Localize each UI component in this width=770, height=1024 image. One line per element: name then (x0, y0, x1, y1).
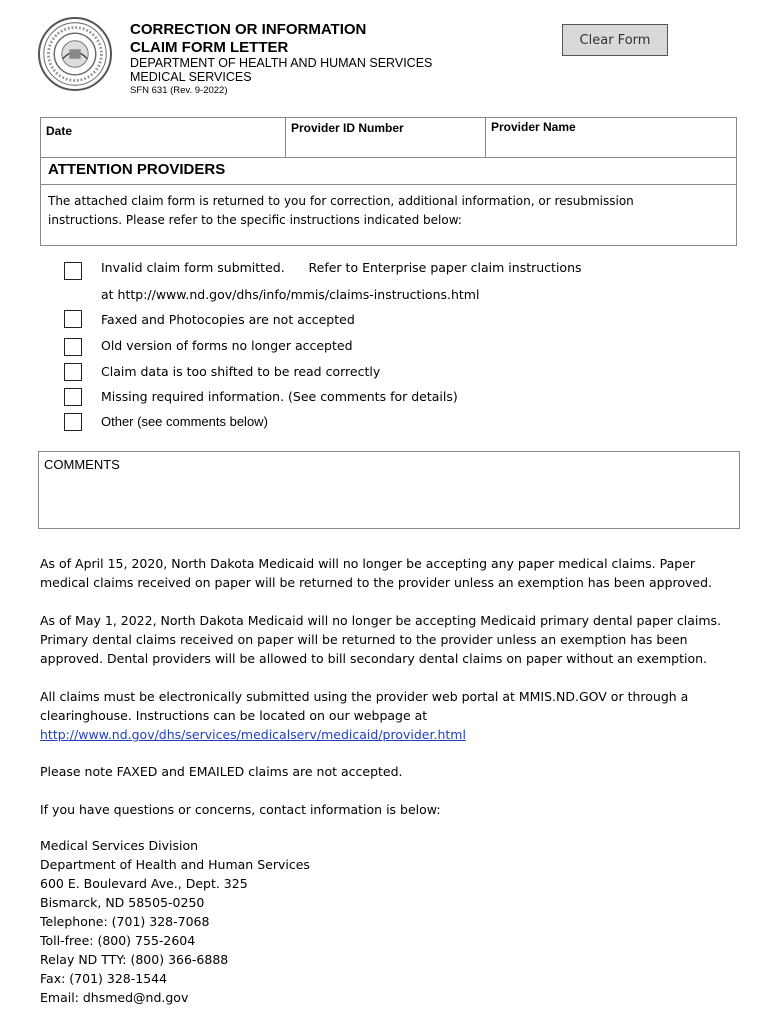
date-field[interactable] (41, 118, 286, 157)
provider-page-link[interactable]: http://www.nd.gov/dhs/services/medicalserv/medicaid/provider.html (40, 727, 466, 742)
contact-line: Fax: (701) 328-1544 (40, 971, 168, 986)
contact-line: Toll-free: (800) 755-2604 (40, 933, 196, 948)
checkbox-old-version[interactable] (64, 338, 82, 356)
contact-line: 600 E. Boulevard Ave., Dept. 325 (40, 876, 248, 891)
form-number: SFN 631 (Rev. 9-2022) (130, 85, 228, 96)
attention-text: The attached claim form is returned to you for correction, additional information, or resubmission instructions. Please refer to the specific instructions indicated below: (48, 194, 634, 227)
option-faxed: Faxed and Photocopies are not accepted (101, 312, 355, 327)
notice-contact-intro: If you have questions or concerns, contact information is below: (40, 802, 441, 817)
notice-paper-medical: As of April 15, 2020, North Dakota Medicaid will no longer be accepting any paper medical claims. Paper medical claims received on paper will be returned to the provider unless an exemption has been approved. (40, 556, 713, 590)
provider-id-label: Provider ID Number (291, 121, 404, 135)
notice-dental: As of May 1, 2022, North Dakota Medicaid will no longer be accepting Medicaid primary dental paper claims. Primary dental claims received on paper will be returned to the provider unless an exemption has been approved. Dental providers will be allowed to bill secondary dental claims on paper without an exemption. (40, 613, 722, 666)
notice-faxed-emailed: Please note FAXED and EMAILED claims are not accepted. (40, 764, 403, 779)
contact-line: Bismarck, ND 58505-0250 (40, 895, 205, 910)
checkbox-shifted-data[interactable] (64, 363, 82, 381)
checkbox-invalid-claim[interactable] (64, 262, 82, 280)
submission-text: All claims must be electronically submitted using the provider web portal at MMIS.ND.GOV or through a clearinghouse. Instructions can be located on our webpage at (40, 689, 689, 723)
provider-name-field[interactable] (486, 118, 736, 157)
notice-electronic-submission (40, 687, 740, 744)
comments-label: COMMENTS (44, 457, 120, 472)
title-line-2: CLAIM FORM LETTER (130, 39, 289, 56)
comments-field[interactable] (38, 451, 740, 529)
checkbox-other[interactable] (64, 413, 82, 431)
department-name: DEPARTMENT OF HEALTH AND HUMAN SERVICES (130, 56, 433, 70)
title-line-1: CORRECTION OR INFORMATION (130, 21, 367, 38)
provider-id-field[interactable] (286, 118, 486, 157)
provider-name-label: Provider Name (491, 120, 576, 134)
division-name: MEDICAL SERVICES (130, 70, 252, 84)
divider (41, 184, 736, 185)
contact-line: Medical Services Division (40, 838, 199, 853)
contact-line: Department of Health and Human Services (40, 857, 310, 872)
page-title (130, 21, 366, 57)
attention-title: ATTENTION PROVIDERS (48, 161, 226, 178)
department-block (130, 56, 432, 84)
option-invalid-claim-url: at http://www.nd.gov/dhs/info/mmis/claims-instructions.html (101, 287, 480, 302)
state-seal-icon (38, 17, 112, 91)
option-invalid-claim: Invalid claim form submitted. Refer to Enterprise paper claim instructions (101, 260, 582, 275)
attention-box (40, 157, 737, 246)
contact-line: Telephone: (701) 328-7068 (40, 914, 210, 929)
option-old-version: Old version of forms no longer accepted (101, 338, 353, 353)
date-label: Date (46, 124, 73, 138)
contact-block (40, 836, 310, 1007)
clear-form-button[interactable]: Clear Form (562, 24, 668, 56)
checkbox-missing-info[interactable] (64, 388, 82, 406)
checkbox-faxed[interactable] (64, 310, 82, 328)
contact-email: Email: dhsmed@nd.gov (40, 990, 189, 1005)
option-other: Other (see comments below) (101, 414, 268, 429)
provider-fields-row (40, 117, 737, 157)
option-missing-info: Missing required information. (See comments for details) (101, 389, 458, 404)
option-shifted-data: Claim data is too shifted to be read correctly (101, 364, 381, 379)
contact-line: Relay ND TTY: (800) 366-6888 (40, 952, 229, 967)
